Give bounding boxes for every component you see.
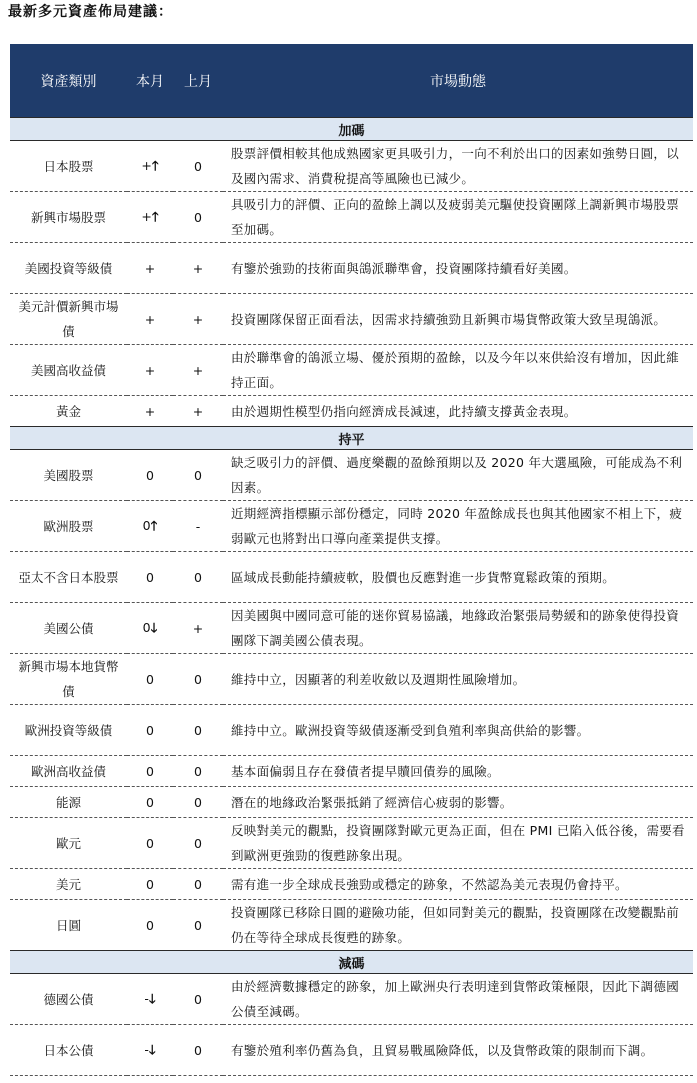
last-month-cell: 0 — [173, 141, 223, 192]
up-arrow-icon: 🡑 — [151, 159, 159, 174]
down-arrow-icon: 🡓 — [148, 992, 156, 1007]
header-this-month: 本月 — [127, 44, 173, 118]
this-month-value: 0 — [142, 518, 151, 533]
asset-class-cell: 新興市場本地貨幣債 — [10, 654, 127, 705]
allocation-table — [10, 44, 693, 1076]
this-month-value: 0 — [146, 794, 154, 810]
last-month-cell: 0 — [173, 787, 223, 818]
header-asset-class: 資產類別 — [10, 44, 127, 118]
last-month-cell: - — [173, 501, 223, 552]
this-month-value: 0 — [146, 467, 154, 483]
page-title: 最新多元資產佈局建議： — [8, 4, 173, 20]
section-row — [10, 118, 693, 141]
table-header-row — [10, 44, 693, 118]
header-market-dynamics: 市場動態 — [223, 44, 693, 118]
asset-class-cell: 日本股票 — [10, 141, 127, 192]
market-dynamics-cell: 維持中立。歐洲投資等級債逐漸受到負殖利率與高供給的影響。 — [223, 705, 693, 756]
this-month-value: + — [144, 362, 156, 378]
market-dynamics-cell: 具吸引力的評價、正向的盈餘上調以及疲弱美元驅使投資團隊上調新興市場股票至加碼。 — [223, 192, 693, 243]
market-dynamics-cell: 由於經濟數據穩定的跡象，加上歐洲央行表明達到貨幣政策極限，因此下調德國公債至減碼。 — [223, 974, 693, 1025]
asset-class-cell: 美元計價新興市場債 — [10, 294, 127, 345]
this-month-cell — [127, 294, 173, 345]
market-dynamics-cell: 缺乏吸引力的評價、過度樂觀的盈餘預期以及 2020 年大選風險，可能成為不利因素。 — [223, 450, 693, 501]
asset-class-cell: 能源 — [10, 787, 127, 818]
table-row — [10, 974, 693, 1025]
asset-class-cell: 日本公債 — [10, 1025, 127, 1076]
section-label: 加碼 — [10, 118, 693, 141]
last-month-cell: 0 — [173, 1025, 223, 1076]
asset-class-cell: 亞太不含日本股票 — [10, 552, 127, 603]
asset-class-cell: 日圓 — [10, 900, 127, 951]
this-month-value: 0 — [146, 917, 154, 933]
table-row — [10, 450, 693, 501]
table-row — [10, 192, 693, 243]
last-month-cell: 0 — [173, 900, 223, 951]
this-month-value: + — [141, 158, 152, 173]
this-month-value: + — [144, 260, 156, 276]
asset-class-cell: 美國公債 — [10, 603, 127, 654]
this-month-cell — [127, 450, 173, 501]
table-row — [10, 756, 693, 787]
market-dynamics-cell: 由於週期性模型仍指向經濟成長減速，此持續支撐黃金表現。 — [223, 396, 693, 427]
table-row — [10, 243, 693, 294]
this-month-value: - — [144, 1042, 149, 1057]
table-row — [10, 869, 693, 900]
asset-class-cell: 新興市場股票 — [10, 192, 127, 243]
market-dynamics-cell: 由於聯準會的鴿派立場、優於預期的盈餘，以及今年以來供給沒有增加，因此維持正面。 — [223, 345, 693, 396]
last-month-cell: + — [173, 345, 223, 396]
market-dynamics-cell: 有鑒於殖利率仍舊為負，且貿易戰風險降低，以及貨幣政策的限制而下調。 — [223, 1025, 693, 1076]
asset-class-cell: 美元 — [10, 869, 127, 900]
table-row — [10, 1025, 693, 1076]
header-last-month: 上月 — [173, 44, 223, 118]
asset-class-cell: 美國高收益債 — [10, 345, 127, 396]
this-month-value: 0 — [146, 569, 154, 585]
table-row — [10, 787, 693, 818]
last-month-cell: 0 — [173, 756, 223, 787]
this-month-value: - — [144, 991, 149, 1006]
asset-class-cell: 歐洲高收益債 — [10, 756, 127, 787]
this-month-value: 0 — [146, 722, 154, 738]
this-month-cell — [127, 501, 173, 552]
market-dynamics-cell: 基本面偏弱且存在發債者提早贖回債券的風險。 — [223, 756, 693, 787]
table-row — [10, 396, 693, 427]
section-row — [10, 951, 693, 974]
up-arrow-icon: 🡑 — [151, 210, 159, 225]
market-dynamics-cell: 區域成長動能持續疲軟，股價也反應對進一步貨幣寬鬆政策的預期。 — [223, 552, 693, 603]
table-row — [10, 818, 693, 869]
last-month-cell: + — [173, 603, 223, 654]
table-row — [10, 705, 693, 756]
this-month-cell — [127, 345, 173, 396]
asset-class-cell: 黃金 — [10, 396, 127, 427]
market-dynamics-cell: 投資團隊已移除日圓的避險功能，但如同對美元的觀點，投資團隊在改變觀點前仍在等待全球成長復甦的跡象。 — [223, 900, 693, 951]
last-month-cell: 0 — [173, 552, 223, 603]
this-month-value: 0 — [146, 671, 154, 687]
this-month-cell — [127, 192, 173, 243]
this-month-cell — [127, 818, 173, 869]
last-month-cell: 0 — [173, 654, 223, 705]
market-dynamics-cell: 潛在的地緣政治緊張抵銷了經濟信心疲弱的影響。 — [223, 787, 693, 818]
market-dynamics-cell: 股票評價相較其他成熟國家更具吸引力，一向不利於出口的因素如強勢日圓，以及國內需求、消費稅提高等風險也已減少。 — [223, 141, 693, 192]
this-month-value: 0 — [142, 620, 151, 635]
this-month-cell — [127, 900, 173, 951]
this-month-cell — [127, 243, 173, 294]
this-month-value: 0 — [146, 763, 154, 779]
last-month-cell: + — [173, 396, 223, 427]
asset-class-cell: 歐洲投資等級債 — [10, 705, 127, 756]
this-month-value: + — [144, 311, 156, 327]
table-row — [10, 552, 693, 603]
section-row — [10, 427, 693, 450]
this-month-cell — [127, 756, 173, 787]
last-month-cell: 0 — [173, 869, 223, 900]
this-month-cell — [127, 396, 173, 427]
asset-class-cell: 德國公債 — [10, 974, 127, 1025]
last-month-cell: 0 — [173, 818, 223, 869]
section-label: 持平 — [10, 427, 693, 450]
this-month-value: + — [144, 403, 156, 419]
down-arrow-icon: 🡓 — [148, 1043, 156, 1058]
table-row — [10, 900, 693, 951]
this-month-cell — [127, 603, 173, 654]
market-dynamics-cell: 需有進一步全球成長強勁或穩定的跡象，不然認為美元表現仍會持平。 — [223, 869, 693, 900]
asset-class-cell: 歐元 — [10, 818, 127, 869]
this-month-cell — [127, 869, 173, 900]
table-body — [10, 118, 693, 1076]
section-label: 減碼 — [10, 951, 693, 974]
up-arrow-icon: 🡑 — [150, 519, 158, 534]
this-month-value: + — [141, 209, 152, 224]
last-month-cell: 0 — [173, 192, 223, 243]
this-month-value: 0 — [146, 835, 154, 851]
market-dynamics-cell: 反映對美元的觀點，投資團隊對歐元更為正面，但在 PMI 已陷入低谷後，需要看到歐洲更強勁的復甦跡象出現。 — [223, 818, 693, 869]
this-month-cell — [127, 552, 173, 603]
table-row — [10, 603, 693, 654]
this-month-value: 0 — [146, 876, 154, 892]
table-row — [10, 501, 693, 552]
last-month-cell: 0 — [173, 974, 223, 1025]
asset-class-cell: 歐洲股票 — [10, 501, 127, 552]
this-month-cell — [127, 705, 173, 756]
asset-class-cell: 美國股票 — [10, 450, 127, 501]
this-month-cell — [127, 787, 173, 818]
this-month-cell — [127, 141, 173, 192]
asset-class-cell: 美國投資等級債 — [10, 243, 127, 294]
market-dynamics-cell: 有鑒於強勁的技術面與鴿派聯準會，投資團隊持續看好美國。 — [223, 243, 693, 294]
this-month-cell — [127, 654, 173, 705]
table-row — [10, 294, 693, 345]
down-arrow-icon: 🡓 — [150, 621, 158, 636]
market-dynamics-cell: 投資團隊保留正面看法，因需求持續強勁且新興市場貨幣政策大致呈現鴿派。 — [223, 294, 693, 345]
market-dynamics-cell: 近期經濟指標顯示部份穩定，同時 2020 年盈餘成長也與其他國家不相上下，疲弱歐元也將對出口導向產業提供支撐。 — [223, 501, 693, 552]
last-month-cell: 0 — [173, 450, 223, 501]
table-row — [10, 654, 693, 705]
market-dynamics-cell: 維持中立，因顯著的利差收斂以及週期性風險增加。 — [223, 654, 693, 705]
table-row — [10, 141, 693, 192]
market-dynamics-cell: 因美國與中國同意可能的迷你貿易協議，地緣政治緊張局勢緩和的跡象使得投資團隊下調美國公債表現。 — [223, 603, 693, 654]
last-month-cell: + — [173, 243, 223, 294]
this-month-cell — [127, 974, 173, 1025]
table-row — [10, 345, 693, 396]
last-month-cell: 0 — [173, 705, 223, 756]
this-month-cell — [127, 1025, 173, 1076]
last-month-cell: + — [173, 294, 223, 345]
